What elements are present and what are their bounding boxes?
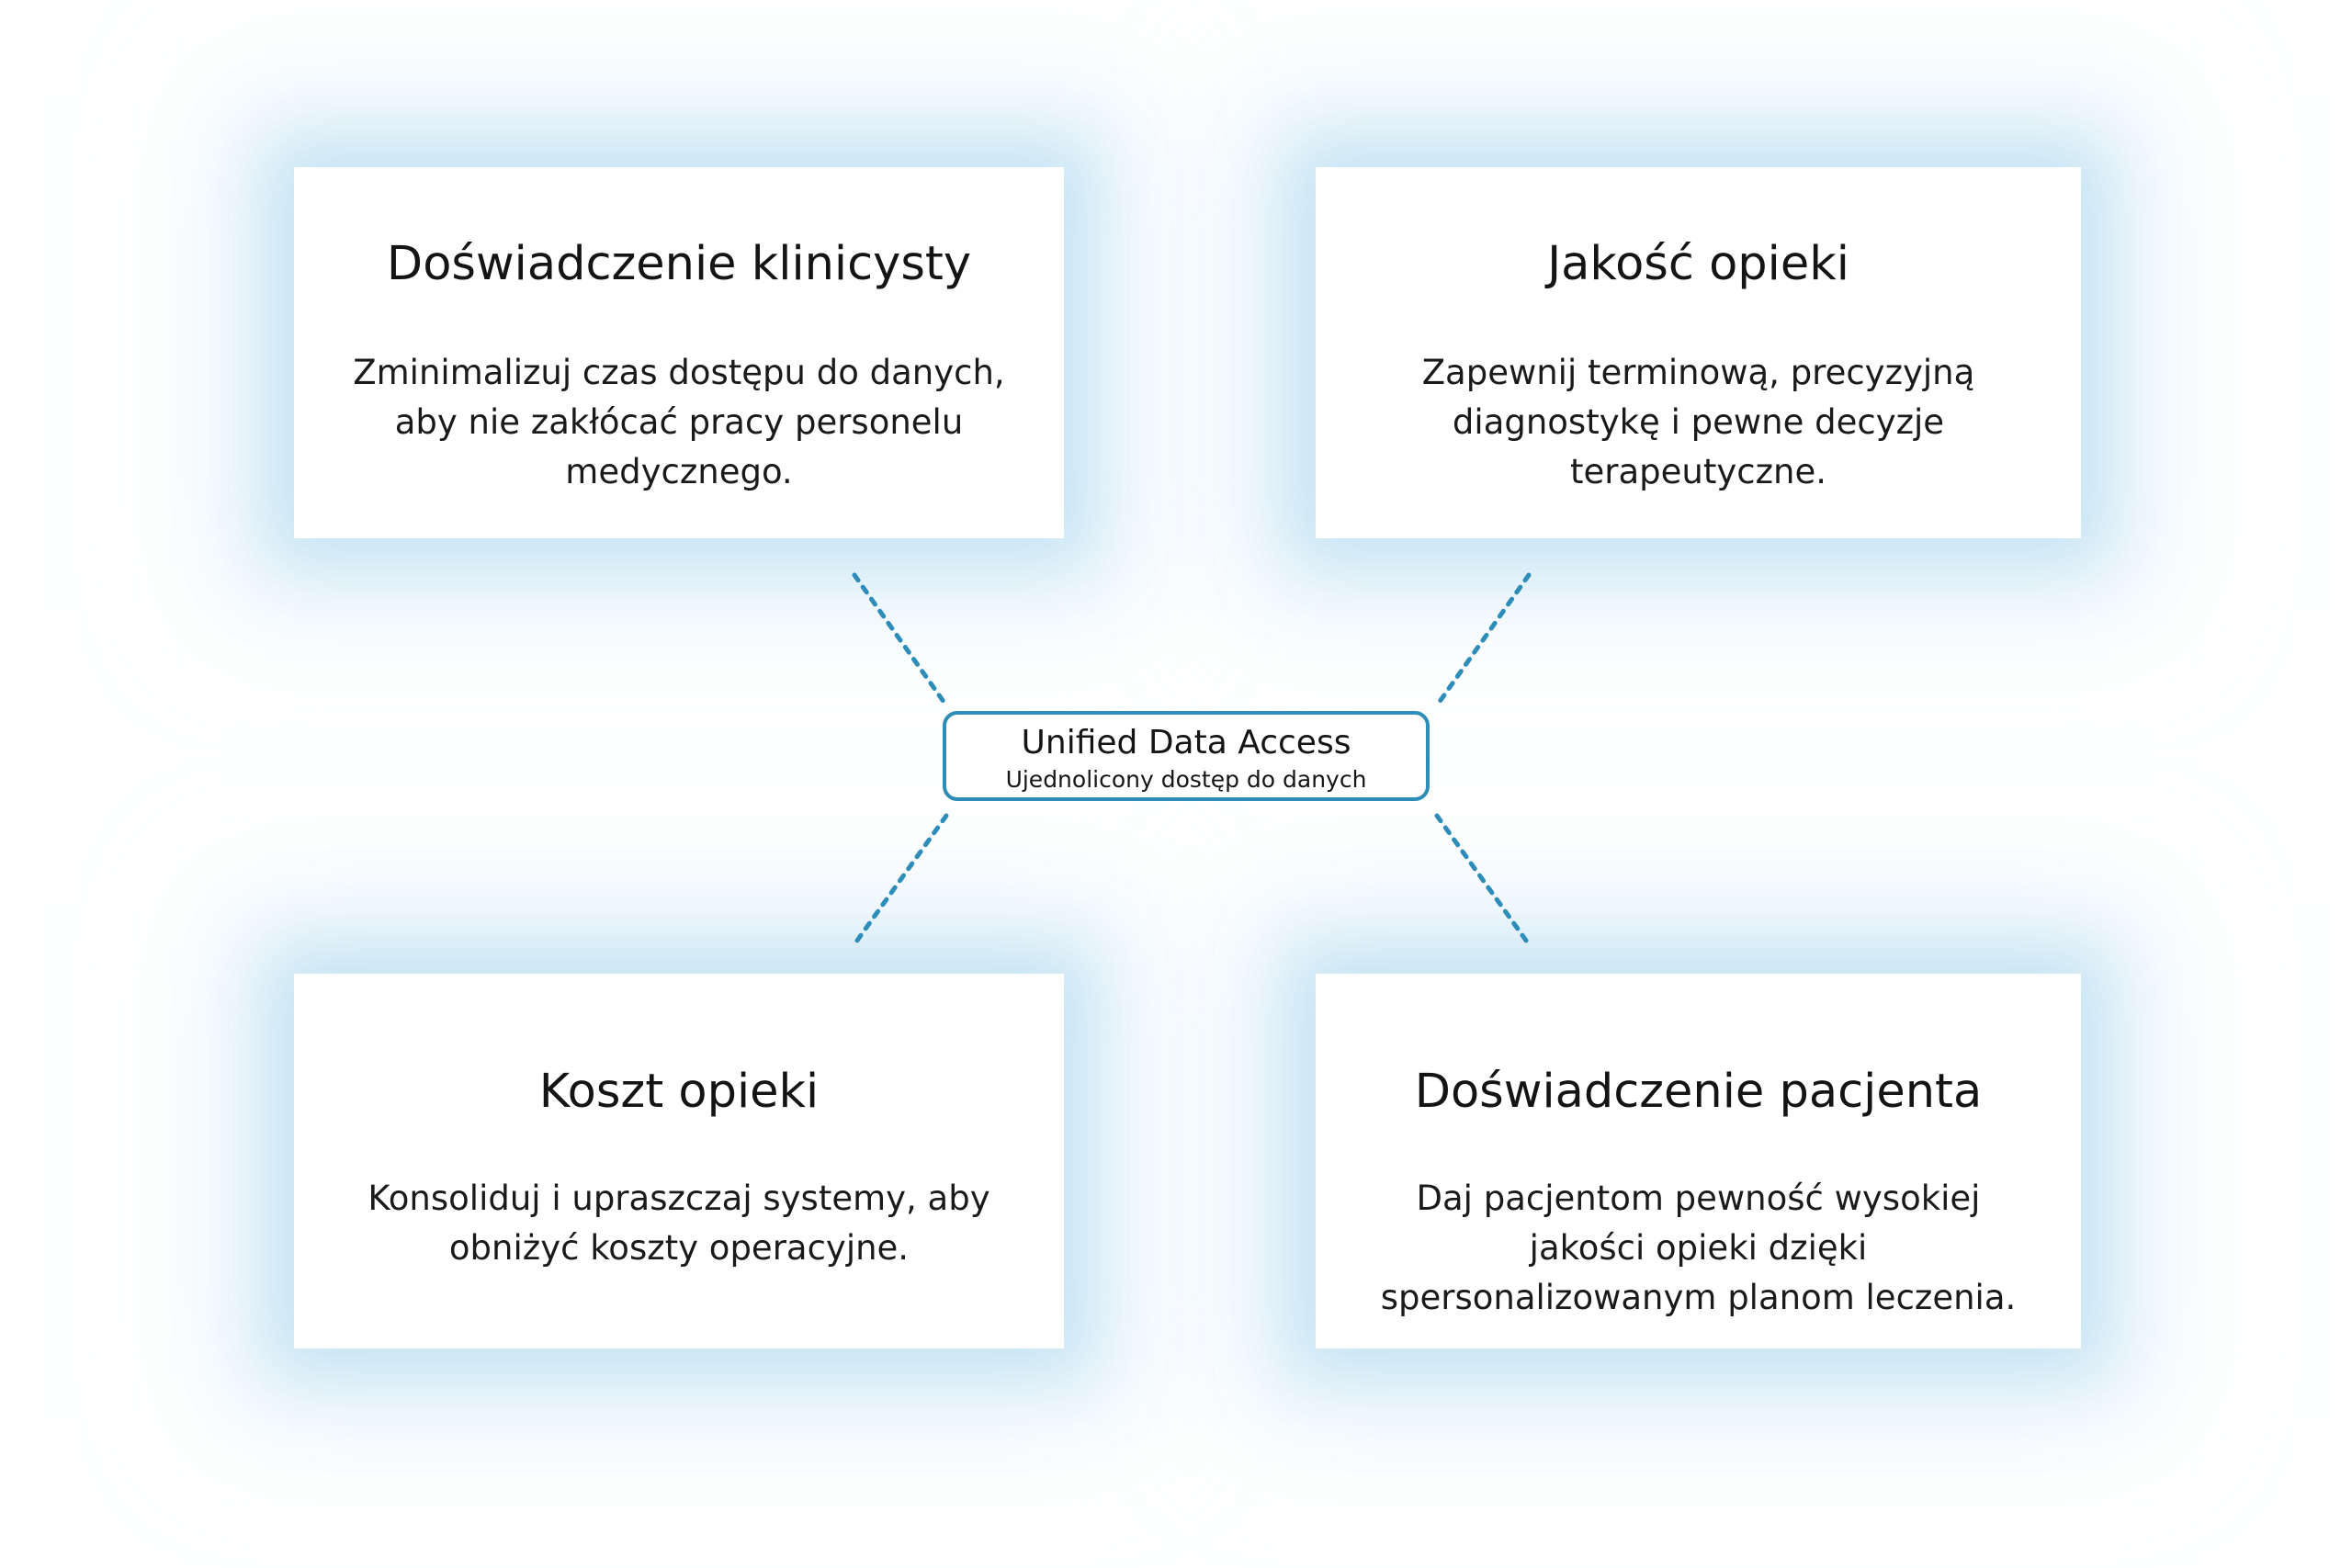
connector-top-left	[854, 575, 946, 705]
description-line: diagnostykę i pewne decyzje	[1452, 402, 1945, 442]
description-line: Konsoliduj i upraszczaj systemy, aby	[368, 1179, 990, 1218]
central-hub	[943, 711, 1430, 801]
connector-bottom-right	[1437, 816, 1529, 944]
connector-top-right	[1437, 575, 1529, 705]
description-line: terapeutyczne.	[1570, 452, 1826, 491]
hub-title: Unified Data Access	[1021, 724, 1351, 761]
description-line: Zapewnij terminową, precyzyjną	[1421, 353, 1975, 392]
description-line: obniżyć koszty operacyjne.	[448, 1228, 910, 1268]
description-line: Zminimalizuj czas dostępu do danych,	[353, 353, 1005, 392]
card-title: Jakość opieki	[1547, 237, 1849, 291]
card-title: Koszt opieki	[538, 1065, 820, 1119]
card-title: Doświadczenie pacjenta	[1414, 1065, 1983, 1119]
description-line: medycznego.	[565, 452, 793, 491]
hub-subtitle: Ujednolicony dostęp do danych	[1005, 766, 1367, 793]
description-line: Daj pacjentom pewność wysokiej	[1416, 1179, 1981, 1218]
description-line: jakości opieki dzięki	[1529, 1228, 1868, 1268]
description-line: spersonalizowanym planom leczenia.	[1380, 1278, 2017, 1317]
card-title: Doświadczenie klinicysty	[386, 237, 972, 291]
connector-bottom-left	[854, 816, 946, 944]
description-line: aby nie zakłócać pracy personelu	[394, 402, 964, 442]
